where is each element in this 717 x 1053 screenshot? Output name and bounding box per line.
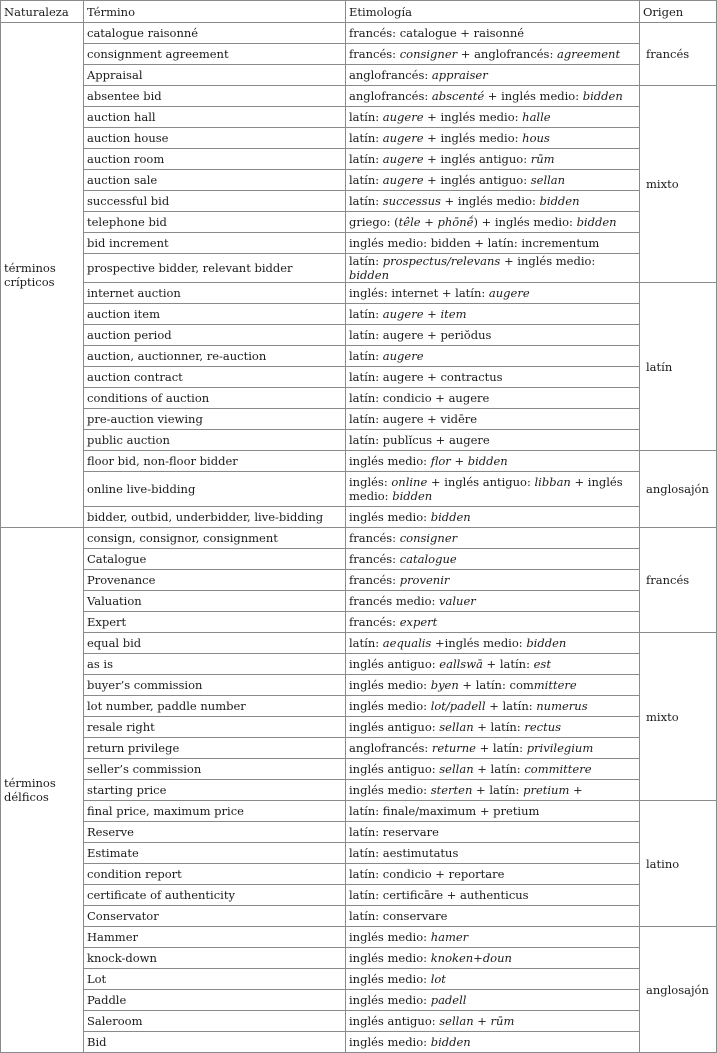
etymon-italic: libban (534, 475, 571, 489)
etymology-cell (346, 346, 640, 367)
etymology-text: latín: condicio + augere (349, 391, 490, 405)
term-cell: catalogue raisonné (84, 23, 346, 44)
etymon-italic: byen (430, 678, 459, 692)
term-cell: auction period (84, 325, 346, 346)
table-row (1, 717, 717, 738)
term-cell: prospective bidder, relevant bidder (84, 254, 346, 283)
etymology-text: inglés medio: (349, 454, 431, 468)
naturaleza-cell-delficos: términos délficos (1, 528, 84, 1053)
etymology-cell (346, 128, 640, 149)
etymology-cell (346, 472, 640, 507)
table-row (1, 325, 717, 346)
etymon-italic: flor + bidden (430, 454, 508, 468)
etymology-text: inglés medio: (349, 510, 431, 524)
table-row (1, 507, 717, 528)
etymon-italic: numerus (536, 699, 588, 713)
etymology-text: latín: certificāre + authenticus (349, 888, 529, 902)
origen-cell: anglosajón (640, 927, 717, 1053)
table-row (1, 843, 717, 864)
term-cell: Paddle (84, 990, 346, 1011)
table-row (1, 212, 717, 233)
etymology-text: inglés antiguo: (349, 1014, 440, 1028)
etymology-text: griego: ( (349, 215, 399, 229)
etymology-text: latín: (349, 152, 383, 166)
term-cell: equal bid (84, 633, 346, 654)
term-cell: starting price (84, 780, 346, 801)
table-row (1, 927, 717, 948)
etymology-text: + latín: com (458, 678, 534, 692)
etymology-text: anglofrancés: (349, 89, 432, 103)
etymology-cell (346, 1011, 640, 1032)
etymon-italic: sterten (430, 783, 473, 797)
etymology-cell (346, 191, 640, 212)
etymon-italic: bidden (582, 89, 623, 103)
term-cell: bid increment (84, 233, 346, 254)
etymology-text: latín: (349, 173, 383, 187)
table-row (1, 675, 717, 696)
term-cell: auction sale (84, 170, 346, 191)
etymology-text: inglés: internet + latín: (349, 286, 489, 300)
term-cell: lot number, paddle number (84, 696, 346, 717)
etymon-italic: bidden (392, 489, 433, 503)
etymon-italic: augere (382, 152, 424, 166)
etymology-text: + inglés medio: (423, 131, 523, 145)
etymology-text: francés: (349, 573, 400, 587)
origen-cell: francés (640, 528, 717, 633)
origen-cell: mixto (640, 86, 717, 283)
etymology-text: francés: catalogue + raisonné (349, 26, 525, 40)
table-row (1, 451, 717, 472)
etymology-cell (346, 388, 640, 409)
etymology-cell (346, 233, 640, 254)
etymology-text: latín: (349, 194, 383, 208)
term-cell: internet auction (84, 283, 346, 304)
term-cell: resale right (84, 717, 346, 738)
etymon-italic: sellan (439, 720, 474, 734)
table-row (1, 549, 717, 570)
term-cell: Provenance (84, 570, 346, 591)
etymology-cell (346, 1032, 640, 1053)
etymology-cell (346, 170, 640, 191)
etymon-italic: bidden (539, 194, 580, 208)
etymon-italic: rectus (524, 720, 562, 734)
etymology-cell (346, 304, 640, 325)
etymon-italic: returne (431, 741, 476, 755)
table-row (1, 149, 717, 170)
etymon-italic: prospectus/relevans (382, 254, 501, 268)
etymon-italic: eallswā (439, 657, 483, 671)
table-row (1, 822, 717, 843)
table-row (1, 283, 717, 304)
etymology-cell (346, 107, 640, 128)
etymology-text: inglés antiguo: (349, 720, 440, 734)
etymon-italic: bidden (349, 268, 389, 282)
term-cell: Estimate (84, 843, 346, 864)
etymology-text: +inglés medio: (431, 636, 527, 650)
etymology-text: francés: (349, 531, 400, 545)
etymology-cell (346, 780, 640, 801)
term-cell: knock-down (84, 948, 346, 969)
etymology-text: anglofrancés: (349, 741, 432, 755)
etymology-text: inglés antiguo: (349, 657, 440, 671)
table-row (1, 1032, 717, 1053)
term-cell: Hammer (84, 927, 346, 948)
etymology-text: latín: (349, 349, 383, 363)
etymon-italic: privilegium (526, 741, 594, 755)
etymon-italic: successus (382, 194, 441, 208)
table-row (1, 570, 717, 591)
etymology-cell (346, 591, 640, 612)
etymology-text: + latín: (473, 720, 525, 734)
etymology-cell (346, 283, 640, 304)
etymon-italic: appraiser (431, 68, 488, 82)
etymon-italic: valuer (439, 594, 476, 608)
etymon-italic: bidden (526, 636, 567, 650)
etymology-cell (346, 906, 640, 927)
term-cell: absentee bid (84, 86, 346, 107)
etymon-italic: expert (399, 615, 438, 629)
etymology-cell (346, 409, 640, 430)
etymology-text: inglés medio: (349, 1035, 431, 1049)
etymology-text: inglés medio: (349, 972, 431, 986)
table-row (1, 906, 717, 927)
term-cell: condition report (84, 864, 346, 885)
header-etimologia: Etimología (346, 1, 640, 23)
etymology-text: latín: aestimutatus (349, 846, 459, 860)
etymology-cell (346, 507, 640, 528)
term-cell: telephone bid (84, 212, 346, 233)
etymology-cell (346, 633, 640, 654)
etymology-text: + latín: (475, 741, 527, 755)
etymology-text: inglés: (349, 475, 392, 489)
term-cell: return privilege (84, 738, 346, 759)
term-cell: Lot (84, 969, 346, 990)
term-cell: Catalogue (84, 549, 346, 570)
etymon-italic: phōnḗ (437, 215, 474, 229)
term-cell: certificate of authenticity (84, 885, 346, 906)
table-row (1, 885, 717, 906)
etymon-italic: sellan (439, 762, 474, 776)
table-row (1, 780, 717, 801)
term-cell: Saleroom (84, 1011, 346, 1032)
table-row (1, 170, 717, 191)
etymon-italic: consigner (399, 531, 458, 545)
etymon-italic: agreement (557, 47, 621, 61)
table-row (1, 191, 717, 212)
etymon-italic: bidden (576, 215, 617, 229)
term-cell: seller’s commission (84, 759, 346, 780)
etymology-text: + latín: (485, 699, 537, 713)
etymology-cell (346, 885, 640, 906)
etymology-cell (346, 675, 640, 696)
etymon-italic: hous (522, 131, 550, 145)
origen-cell: latino (640, 801, 717, 927)
etymon-italic: augere (382, 349, 424, 363)
table-row (1, 107, 717, 128)
etymology-text: inglés antiguo: (349, 762, 440, 776)
etymon-italic: augere + item (382, 307, 467, 321)
etymon-italic: halle (522, 110, 551, 124)
etymology-cell (346, 822, 640, 843)
naturaleza-cell-cripticos: términos crípticos (1, 23, 84, 528)
etymology-text: latín: (349, 254, 383, 268)
etymology-cell (346, 759, 640, 780)
etymology-text: + anglofrancés: (457, 47, 557, 61)
table-row (1, 1011, 717, 1032)
table-row (1, 591, 717, 612)
etymology-cell (346, 990, 640, 1011)
etymology-cell (346, 717, 640, 738)
table-row (1, 612, 717, 633)
etymology-text: latín: (349, 131, 383, 145)
term-cell: auction house (84, 128, 346, 149)
term-cell: successful bid (84, 191, 346, 212)
etymology-text: + (420, 215, 438, 229)
etymology-cell (346, 801, 640, 822)
etymon-italic: catalogue (399, 552, 457, 566)
origen-cell: mixto (640, 633, 717, 801)
table-row (1, 430, 717, 451)
table-row (1, 254, 717, 283)
etymon-italic: rūm (530, 152, 555, 166)
etymon-italic: aequalis (382, 636, 432, 650)
table-row (1, 65, 717, 86)
etymology-text: + inglés antiguo: (427, 475, 535, 489)
table-row (1, 472, 717, 507)
etymology-text: inglés medio: (349, 930, 431, 944)
table-row (1, 801, 717, 822)
etymology-text: + inglés medio: (500, 254, 596, 268)
etymology-cell (346, 864, 640, 885)
etymology-cell (346, 843, 640, 864)
etymon-italic: augere (382, 131, 424, 145)
table-row (1, 304, 717, 325)
term-cell: auction contract (84, 367, 346, 388)
etymon-italic: hamer (430, 930, 469, 944)
table-row (1, 738, 717, 759)
etymon-italic: pretium + (523, 783, 583, 797)
etymology-text: + latín: (473, 762, 525, 776)
etymology-text: + inglés antiguo: (423, 152, 531, 166)
table-row (1, 346, 717, 367)
etymology-cell (346, 528, 640, 549)
etymology-cell (346, 86, 640, 107)
etymology-text: francés: (349, 47, 400, 61)
header-origen: Origen (640, 1, 717, 23)
term-cell: Valuation (84, 591, 346, 612)
table-row (1, 528, 717, 549)
etymology-cell (346, 325, 640, 346)
etymology-cell (346, 451, 640, 472)
etymon-italic: sellan (530, 173, 566, 187)
term-cell: public auction (84, 430, 346, 451)
etymology-text: latín: publĭcus + augere (349, 433, 490, 447)
etymology-text: latín: (349, 110, 383, 124)
origen-cell: latín (640, 283, 717, 451)
etymology-cell (346, 254, 640, 283)
term-cell: auction item (84, 304, 346, 325)
etymon-italic: consigner (399, 47, 458, 61)
etymon-italic: bidden (430, 510, 471, 524)
term-cell: auction, auctionner, re-auction (84, 346, 346, 367)
etymon-italic: augere (382, 173, 424, 187)
etymology-cell (346, 549, 640, 570)
term-cell: auction hall (84, 107, 346, 128)
etymology-text: latín: (349, 636, 383, 650)
header-termino: Término (84, 1, 346, 23)
etymology-cell (346, 969, 640, 990)
table-row (1, 23, 717, 44)
etymology-cell (346, 654, 640, 675)
term-cell: Expert (84, 612, 346, 633)
etymology-text: latín: finale/maximum + pretium (349, 804, 540, 818)
term-cell: final price, maximum price (84, 801, 346, 822)
etymology-text: inglés medio: (349, 951, 431, 965)
etymology-cell (346, 212, 640, 233)
term-cell: online live-bidding (84, 472, 346, 507)
etymology-text: latín: condicio + reportare (349, 867, 505, 881)
table-header (1, 1, 717, 23)
etymology-cell (346, 696, 640, 717)
term-cell: bidder, outbid, underbidder, live-bidding (84, 507, 346, 528)
etymology-text: inglés medio: bidden + latín: incrementum (349, 236, 600, 250)
term-cell: Reserve (84, 822, 346, 843)
term-cell: conditions of auction (84, 388, 346, 409)
etymology-text: latín: augere + contractus (349, 370, 503, 384)
table-row (1, 864, 717, 885)
table-row (1, 969, 717, 990)
table-row (1, 233, 717, 254)
etymon-italic: committere (524, 762, 592, 776)
table-row (1, 948, 717, 969)
table-row (1, 759, 717, 780)
table-row (1, 367, 717, 388)
etymon-italic: augere (488, 286, 530, 300)
etymology-cell (346, 430, 640, 451)
etymology-text: francés medio: (349, 594, 440, 608)
etymology-cell (346, 570, 640, 591)
etymon-italic: knoken+doun (430, 951, 512, 965)
etymology-text: + inglés medio: (440, 194, 540, 208)
term-cell: consign, consignor, consignment (84, 528, 346, 549)
origen-cell: francés (640, 23, 717, 86)
etymology-cell (346, 149, 640, 170)
etymology-text: latín: conservare (349, 909, 448, 923)
etymon-italic: provenir (399, 573, 450, 587)
term-cell: Appraisal (84, 65, 346, 86)
etymology-text: latín: augere + periŏdus (349, 328, 492, 342)
etymon-italic: têle (398, 215, 421, 229)
etymon-italic: sellan + rūm (439, 1014, 515, 1028)
term-cell: floor bid, non-floor bidder (84, 451, 346, 472)
etymology-text: inglés medio: (349, 678, 431, 692)
etymology-text: latín: reservare (349, 825, 439, 839)
table-row (1, 128, 717, 149)
etymology-text: + inglés medio: (484, 89, 583, 103)
header-naturaleza: Naturaleza (1, 1, 84, 23)
table-row (1, 44, 717, 65)
etymon-italic: augere (382, 110, 424, 124)
origen-cell: anglosajón (640, 451, 717, 528)
table-row (1, 86, 717, 107)
etymology-cell (346, 738, 640, 759)
term-cell: Bid (84, 1032, 346, 1053)
table-row (1, 633, 717, 654)
etymon-italic: online (391, 475, 428, 489)
etymon-italic: lot/padell (430, 699, 486, 713)
term-cell: buyer’s commission (84, 675, 346, 696)
etymology-text: + latín: (472, 783, 524, 797)
term-cell: as is (84, 654, 346, 675)
term-cell: pre-auction viewing (84, 409, 346, 430)
etymology-text: + inglés medio: (349, 475, 623, 503)
etymology-text: inglés medio: (349, 993, 431, 1007)
table-row (1, 654, 717, 675)
etymon-italic: est (533, 657, 551, 671)
etymology-text: + inglés medio: (423, 110, 523, 124)
etymology-text: francés: (349, 552, 400, 566)
etymology-cell (346, 612, 640, 633)
etymon-italic: mittere (533, 678, 577, 692)
table-body (1, 23, 717, 1053)
etymology-cell (346, 44, 640, 65)
table-row (1, 990, 717, 1011)
etymon-italic: abscenté (431, 89, 485, 103)
etymology-cell (346, 367, 640, 388)
term-cell: auction room (84, 149, 346, 170)
etymology-text: inglés medio: (349, 699, 431, 713)
table-row (1, 388, 717, 409)
etymology-text: + inglés antiguo: (423, 173, 531, 187)
etymology-text: anglofrancés: (349, 68, 432, 82)
term-cell: Conservator (84, 906, 346, 927)
etymon-italic: padell (430, 993, 467, 1007)
etymology-cell (346, 23, 640, 44)
etymology-text: + latín: (482, 657, 534, 671)
etymon-italic: bidden (430, 1035, 471, 1049)
etymology-text: inglés medio: (349, 783, 431, 797)
table-row (1, 409, 717, 430)
etymology-cell (346, 927, 640, 948)
header-row (1, 1, 717, 23)
etymology-text: latín: augere + vidēre (349, 412, 478, 426)
etymology-text: ) + inglés medio: (473, 215, 577, 229)
etymon-italic: lot (430, 972, 446, 986)
etymology-text: francés: (349, 615, 400, 629)
term-cell: consignment agreement (84, 44, 346, 65)
etymology-cell (346, 65, 640, 86)
etymology-cell (346, 948, 640, 969)
etymology-text: latín: (349, 307, 383, 321)
table-row (1, 696, 717, 717)
